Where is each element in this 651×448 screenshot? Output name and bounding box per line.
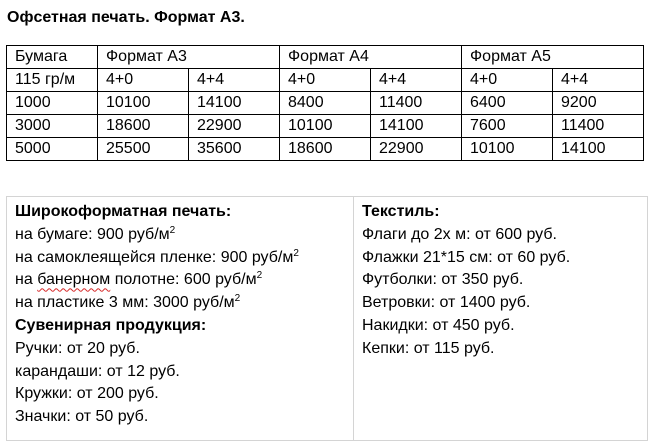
price-cell: 7600 (462, 115, 553, 138)
quantity-cell: 3000 (7, 115, 98, 138)
price-cell: 14100 (553, 138, 644, 161)
paper-weight-cell: 115 гр/м (7, 69, 98, 92)
offset-price-table (6, 45, 644, 161)
price-cell: 10100 (98, 92, 189, 115)
table-row (7, 115, 644, 138)
paper-header-cell: Бумага (7, 46, 98, 69)
list-item: на банерном полотне: 600 руб/$м^2$ (15, 270, 263, 289)
price-cell: 14100 (371, 115, 462, 138)
services-table (6, 196, 648, 441)
textile-heading: Текстиль: (362, 203, 440, 220)
spellcheck-word: банерном (37, 271, 111, 289)
list-item: Флажки 21*15 см: от 60 руб. (362, 248, 571, 266)
list-item: Кружки: от 200 руб. (15, 385, 159, 403)
subheader-cell: 4+4 (189, 69, 280, 92)
price-cell: 25500 (98, 138, 189, 161)
price-cell: 35600 (189, 138, 280, 161)
list-item: на самоклеящейся пленке: 900 руб/$м^2$ (15, 247, 299, 266)
list-item: Кепки: от 115 руб. (362, 339, 495, 357)
format-a5-header: Формат А5 (462, 46, 644, 69)
price-cell: 10100 (280, 115, 371, 138)
price-cell: 22900 (189, 115, 280, 138)
price-cell: 18600 (98, 115, 189, 138)
list-item: Флаги до 2х м: от 600 руб. (362, 225, 557, 243)
price-cell: 14100 (189, 92, 280, 115)
list-item: Ветровки: от 1400 руб. (362, 294, 531, 312)
list-item: на пластике 3 мм: 3000 руб/$м^2$ (15, 293, 241, 312)
wide-format-heading: Широкоформатная печать: (15, 203, 232, 220)
price-cell: 18600 (280, 138, 371, 161)
price-cell: 9200 (553, 92, 644, 115)
subheader-cell: 4+0 (462, 69, 553, 92)
right-services-cell (354, 197, 648, 441)
list-item: Футболки: от 350 руб. (362, 271, 524, 289)
subheader-cell: 4+0 (98, 69, 189, 92)
list-item: Накидки: от 450 руб. (362, 316, 515, 334)
page-title: Офсетная печать. Формат А3. (7, 9, 245, 26)
format-a3-header: Формат А3 (98, 46, 280, 69)
price-cell: 22900 (371, 138, 462, 161)
list-item: Ручки: от 20 руб. (15, 339, 140, 357)
list-item: на бумаге: 900 руб/$м^2$ (15, 224, 176, 243)
quantity-cell: 1000 (7, 92, 98, 115)
price-cell: 6400 (462, 92, 553, 115)
price-cell: 8400 (280, 92, 371, 115)
format-a4-header: Формат А4 (280, 46, 462, 69)
table-header-row (7, 46, 644, 69)
table-subheader-row (7, 69, 644, 92)
subheader-cell: 4+4 (553, 69, 644, 92)
quantity-cell: 5000 (7, 138, 98, 161)
subheader-cell: 4+0 (280, 69, 371, 92)
price-cell: 10100 (462, 138, 553, 161)
souvenirs-heading: Сувенирная продукция: (15, 316, 207, 334)
list-item: Значки: от 50 руб. (15, 408, 149, 426)
table-row (7, 138, 644, 161)
price-cell: 11400 (371, 92, 462, 115)
left-services-cell (7, 197, 354, 441)
table-row (7, 92, 644, 115)
price-cell: 11400 (553, 115, 644, 138)
list-item: карандаши: от 12 руб. (15, 362, 180, 380)
subheader-cell: 4+4 (371, 69, 462, 92)
